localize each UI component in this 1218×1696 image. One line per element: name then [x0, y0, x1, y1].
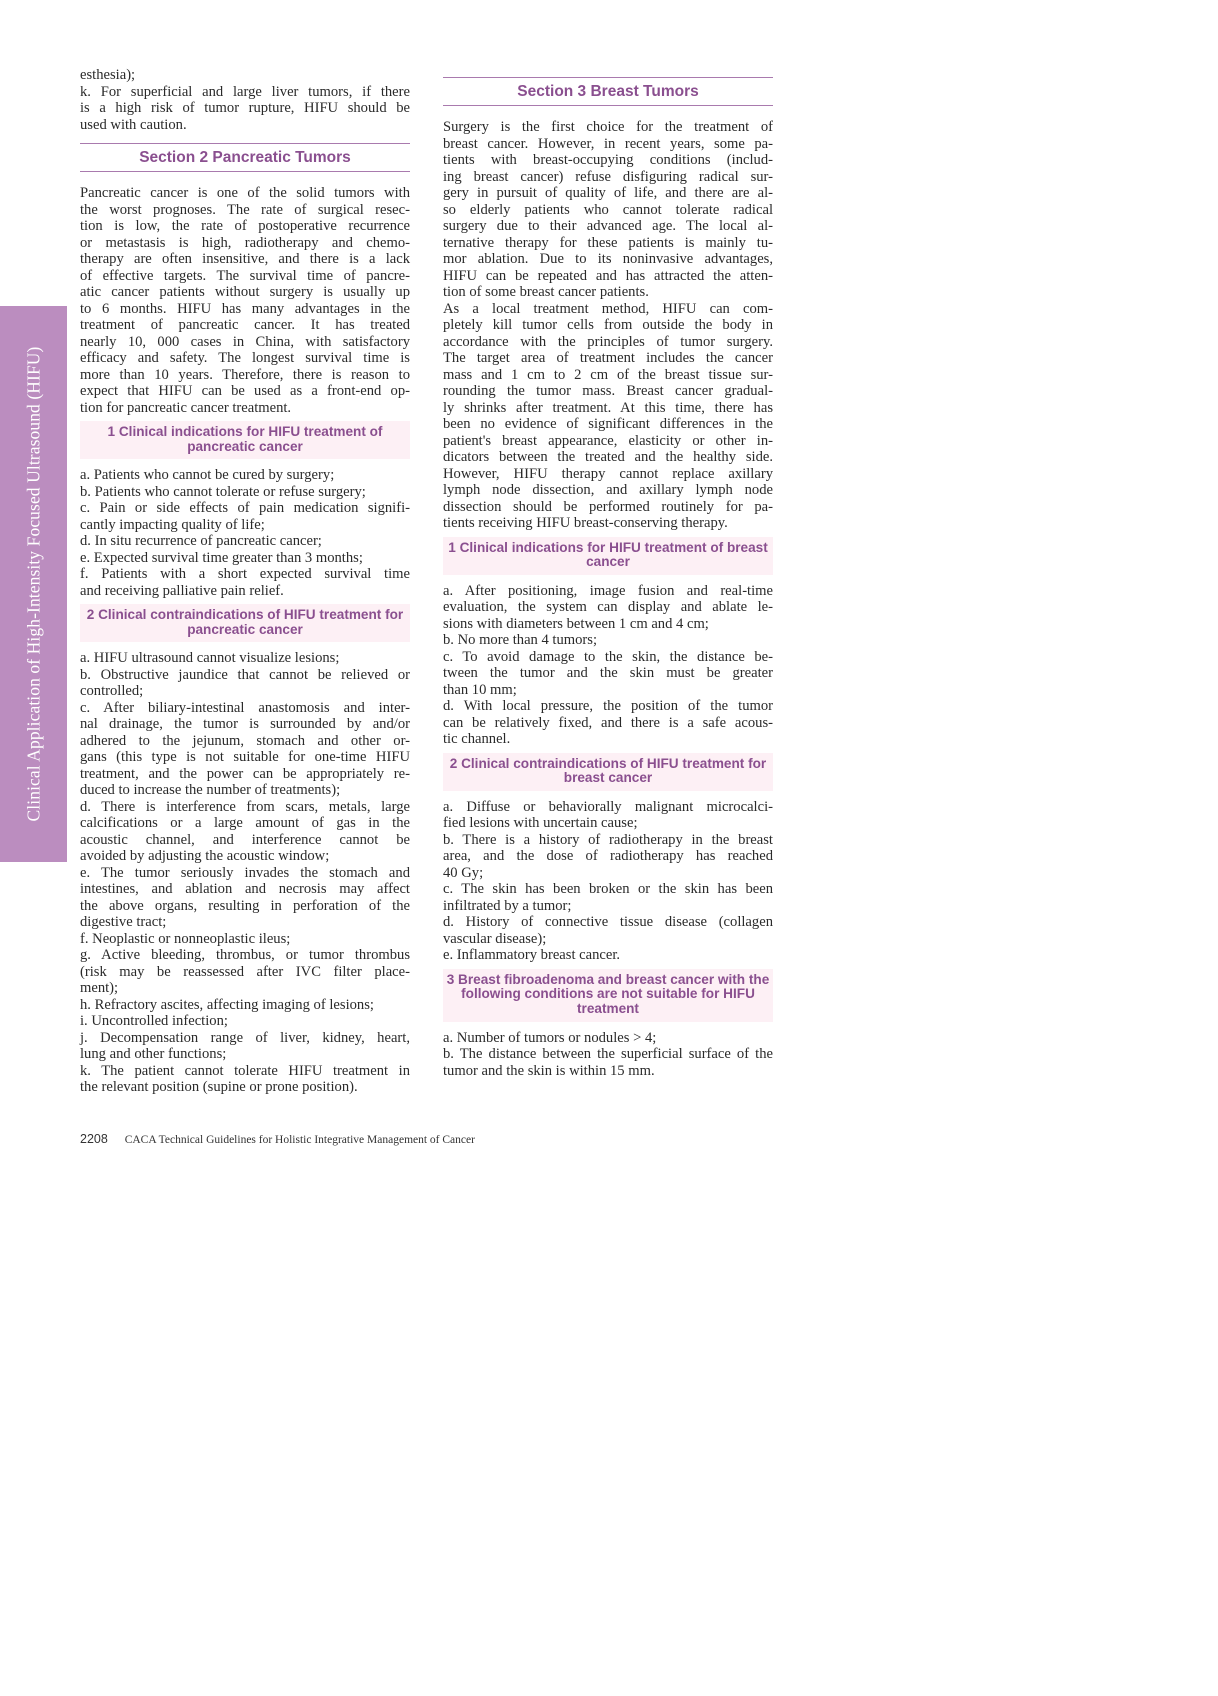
paragraph [443, 583, 773, 633]
text-line: breast cancer. However, in recent years, some pa- [443, 135, 773, 152]
paragraph [80, 865, 410, 931]
text-line: pletely kill tumor cells from outside the body in [443, 317, 773, 333]
text-line: tween the tumor and the skin must be greater [443, 665, 773, 682]
text-line: b. Patients who cannot tolerate or refuse surgery; [80, 483, 366, 500]
paragraph [443, 947, 773, 964]
paragraph [443, 119, 773, 301]
text-line: tion is low, the rate of postoperative recurrence [80, 218, 410, 234]
text-line: infiltrated by a tumor; [443, 897, 572, 914]
text-line: lung and other functions; [80, 1046, 227, 1063]
text-line: esthesia); [80, 67, 136, 83]
text-line: gery in pursuit of quality of life, and there are al- [443, 185, 773, 201]
paragraph [443, 832, 773, 882]
text-line: c. After biliary-intestinal anastomosis and inter- [80, 699, 410, 716]
text-line: (risk may be reassessed after IVC filter place- [80, 963, 410, 980]
subsection-heading: 1 Clinical indications for HIFU treatment of pancreatic cancer [80, 421, 410, 459]
text-line: g. Active bleeding, thrombus, or tumor thrombus [80, 947, 410, 964]
book-title: CACA Technical Guidelines for Holistic Integrative Management of Cancer [124, 1134, 475, 1146]
text-line: However, HIFU therapy cannot replace axillary [443, 465, 773, 482]
paragraph [80, 566, 410, 599]
text-line: than 10 mm; [443, 681, 517, 698]
text-line: area, and the dose of radiotherapy has reached [443, 848, 773, 865]
text-line: or metastasis is high, radiotherapy and chemo- [80, 234, 410, 251]
text-line: controlled; [80, 683, 144, 700]
subsection-heading: 2 Clinical contraindications of HIFU treatment for breast cancer [443, 753, 773, 791]
paragraph [80, 467, 410, 484]
text-line: a. Diffuse or behaviorally malignant microcalci- [443, 798, 773, 815]
paragraph [80, 799, 410, 865]
text-line: to 6 months. HIFU has many advantages in the [80, 300, 410, 317]
paragraph [80, 650, 410, 667]
text-line: mor ablation. Due to its noninvasive advantages, [443, 251, 773, 267]
text-line: tion for pancreatic cancer treatment. [80, 399, 292, 416]
text-line: tion of some breast cancer patients. [443, 284, 649, 300]
text-line: a. Patients who cannot be cured by surgery; [80, 467, 335, 484]
paragraph [443, 1030, 773, 1047]
paragraph [80, 931, 410, 948]
text-line: ment); [80, 980, 119, 997]
paragraph [80, 700, 410, 799]
section-heading: Section 2 Pancreatic Tumors [80, 143, 410, 172]
text-line: nearly 10, 000 cases in China, with satisfactory [80, 333, 410, 350]
text-line: e. Expected survival time greater than 3 months; [80, 549, 363, 566]
text-line: b. Obstructive jaundice that cannot be relieved or [80, 666, 410, 683]
text-line: tumor and the skin is within 15 mm. [443, 1062, 655, 1079]
text-line: a. Number of tumors or nodules > 4; [443, 1029, 657, 1046]
text-line: treatment of pancreatic cancer. It has treated [80, 317, 410, 333]
text-line: atic cancer patients without surgery is usually up [80, 284, 410, 300]
text-line: avoided by adjusting the acoustic window; [80, 848, 330, 865]
text-line: b. There is a history of radiotherapy in the breast [443, 831, 773, 848]
text-line: Surgery is the first choice for the treatment of [443, 119, 773, 135]
paragraph [80, 1063, 410, 1096]
paragraph [80, 500, 410, 533]
paragraph [443, 1046, 773, 1079]
paragraph [80, 67, 410, 84]
text-line: b. The distance between the superficial surface of the [443, 1046, 773, 1063]
text-line: b. No more than 4 tumors; [443, 632, 598, 649]
text-line: f. Neoplastic or nonneoplastic ileus; [80, 930, 291, 947]
text-line: so elderly patients who cannot tolerate radical [443, 201, 773, 218]
text-line: of effective targets. The survival time of pancre- [80, 267, 410, 284]
text-line: accordance with the principles of tumor surgery. [443, 333, 773, 350]
text-line: adhered to the jejunum, stomach and other or- [80, 732, 410, 749]
text-line: e. The tumor seriously invades the stomach and [80, 864, 410, 881]
text-line: h. Refractory ascites, affecting imaging of lesions; [80, 996, 374, 1013]
text-line: ly shrinks after treatment. At this time, there has [443, 399, 773, 416]
paragraph [80, 550, 410, 567]
paragraph [443, 632, 773, 649]
text-line: tients with breast-occupying conditions (includ- [443, 152, 773, 168]
text-line: the relevant position (supine or prone position). [80, 1079, 358, 1096]
left-column [80, 67, 410, 1096]
text-line: e. Inflammatory breast cancer. [443, 947, 621, 964]
paragraph [80, 1013, 410, 1030]
text-line: been no evidence of significant differences in the [443, 416, 773, 432]
paragraph [80, 997, 410, 1014]
text-line: more than 10 years. Therefore, there is reason to [80, 366, 410, 383]
text-line: d. History of connective tissue disease (collagen [443, 914, 773, 931]
text-line: the above organs, resulting in perforation of the [80, 897, 410, 914]
paragraph [80, 533, 410, 550]
text-line: As a local treatment method, HIFU can com- [443, 300, 773, 317]
running-title-tab [0, 306, 67, 862]
text-line: efficacy and safety. The longest survival time is [80, 350, 410, 366]
running-title: Clinical Application of High-Intensity Focused Ultrasound (HIFU) [23, 346, 43, 822]
text-line: nal drainage, the tumor is surrounded by and/or [80, 716, 410, 733]
text-line: Pancreatic cancer is one of the solid tumors with [80, 185, 410, 201]
paragraph [80, 667, 410, 700]
paragraph [80, 1030, 410, 1063]
paragraph [80, 484, 410, 501]
text-line: can be relatively fixed, and there is a safe acous- [443, 714, 773, 731]
text-line: tients receiving HIFU breast-conserving therapy. [443, 515, 728, 531]
text-line: is a high risk of tumor rupture, HIFU should be [80, 100, 410, 116]
text-line: and receiving palliative pain relief. [80, 582, 284, 599]
paragraph [80, 84, 410, 134]
text-line: j. Decompensation range of liver, kidney, heart, [80, 1029, 410, 1046]
section-heading: Section 3 Breast Tumors [443, 77, 773, 106]
text-line: fied lesions with uncertain cause; [443, 815, 638, 832]
right-column [443, 77, 773, 1079]
paragraph [80, 947, 410, 997]
text-line: c. To avoid damage to the skin, the distance be- [443, 648, 773, 665]
text-line: expect that HIFU can be used as a front-end op- [80, 383, 410, 399]
text-line: evaluation, the system can display and ablate le- [443, 599, 773, 616]
subsection-heading: 1 Clinical indications for HIFU treatment of breast cancer [443, 537, 773, 575]
text-line: d. With local pressure, the position of the tumor [443, 698, 773, 715]
text-line: acoustic channel, and interference cannot be [80, 831, 410, 848]
subsection-heading: 3 Breast fibroadenoma and breast cancer with the following conditions are not suitable for HIFU treatment [443, 969, 773, 1022]
text-line: dissection should be performed routinely for pa- [443, 498, 773, 515]
text-line: d. In situ recurrence of pancreatic cancer; [80, 533, 322, 550]
text-line: patient's breast appearance, elasticity or other in- [443, 432, 773, 449]
text-line: d. There is interference from scars, metals, large [80, 798, 410, 815]
text-line: mass and 1 cm to 2 cm of the breast tissue sur- [443, 366, 773, 383]
page-number: 2208 [80, 1132, 108, 1146]
text-line: a. After positioning, image fusion and real-time [443, 582, 773, 599]
paragraph [80, 185, 410, 416]
text-line: rounding the tumor mass. Breast cancer gradual- [443, 383, 773, 399]
text-line: tic channel. [443, 731, 511, 748]
text-line: the worst prognoses. The rate of surgical resec- [80, 201, 410, 218]
text-line: k. For superficial and large liver tumors, if there [80, 83, 410, 100]
text-line: HIFU can be repeated and has attracted the atten- [443, 267, 773, 284]
page-footer [80, 1132, 475, 1146]
text-line: a. HIFU ultrasound cannot visualize lesions; [80, 650, 340, 667]
text-line: k. The patient cannot tolerate HIFU treatment in [80, 1062, 410, 1079]
text-line: cantly impacting quality of life; [80, 516, 265, 533]
text-line: used with caution. [80, 116, 187, 133]
text-line: calcifications or a large amount of gas in the [80, 815, 410, 832]
paragraph [443, 914, 773, 947]
paragraph [443, 881, 773, 914]
text-line: i. Uncontrolled infection; [80, 1013, 228, 1030]
paragraph [443, 301, 773, 532]
text-line: lymph node dissection, and axillary lymph node [443, 482, 773, 498]
text-line: f. Patients with a short expected survival time [80, 566, 410, 583]
subsection-heading: 2 Clinical contraindications of HIFU treatment for pancreatic cancer [80, 604, 410, 642]
text-line: duced to increase the number of treatments); [80, 782, 341, 799]
text-line: The target area of treatment includes the cancer [443, 350, 773, 366]
text-line: vascular disease); [443, 930, 547, 947]
text-line: treatment, and the power can be appropriately re- [80, 765, 410, 782]
text-line: sions with diameters between 1 cm and 4 cm; [443, 615, 709, 632]
text-line: 40 Gy; [443, 864, 484, 881]
text-line: therapy are often insensitive, and there is a lack [80, 251, 410, 267]
paragraph [443, 799, 773, 832]
text-line: ing breast cancer) refuse disfiguring radical sur- [443, 168, 773, 185]
text-line: c. Pain or side effects of pain medication signifi- [80, 500, 410, 517]
text-line: dicators between the treated and the healthy side. [443, 449, 773, 465]
paragraph [443, 698, 773, 748]
paragraph [443, 649, 773, 699]
text-line: gans (this type is not suitable for one-time HIFU [80, 749, 410, 766]
text-line: c. The skin has been broken or the skin has been [443, 881, 773, 898]
text-line: surgery due to their advanced age. The local al- [443, 218, 773, 234]
text-line: intestines, and ablation and necrosis may affect [80, 881, 410, 898]
text-line: ternative therapy for these patients is mainly tu- [443, 234, 773, 251]
text-line: digestive tract; [80, 914, 167, 931]
